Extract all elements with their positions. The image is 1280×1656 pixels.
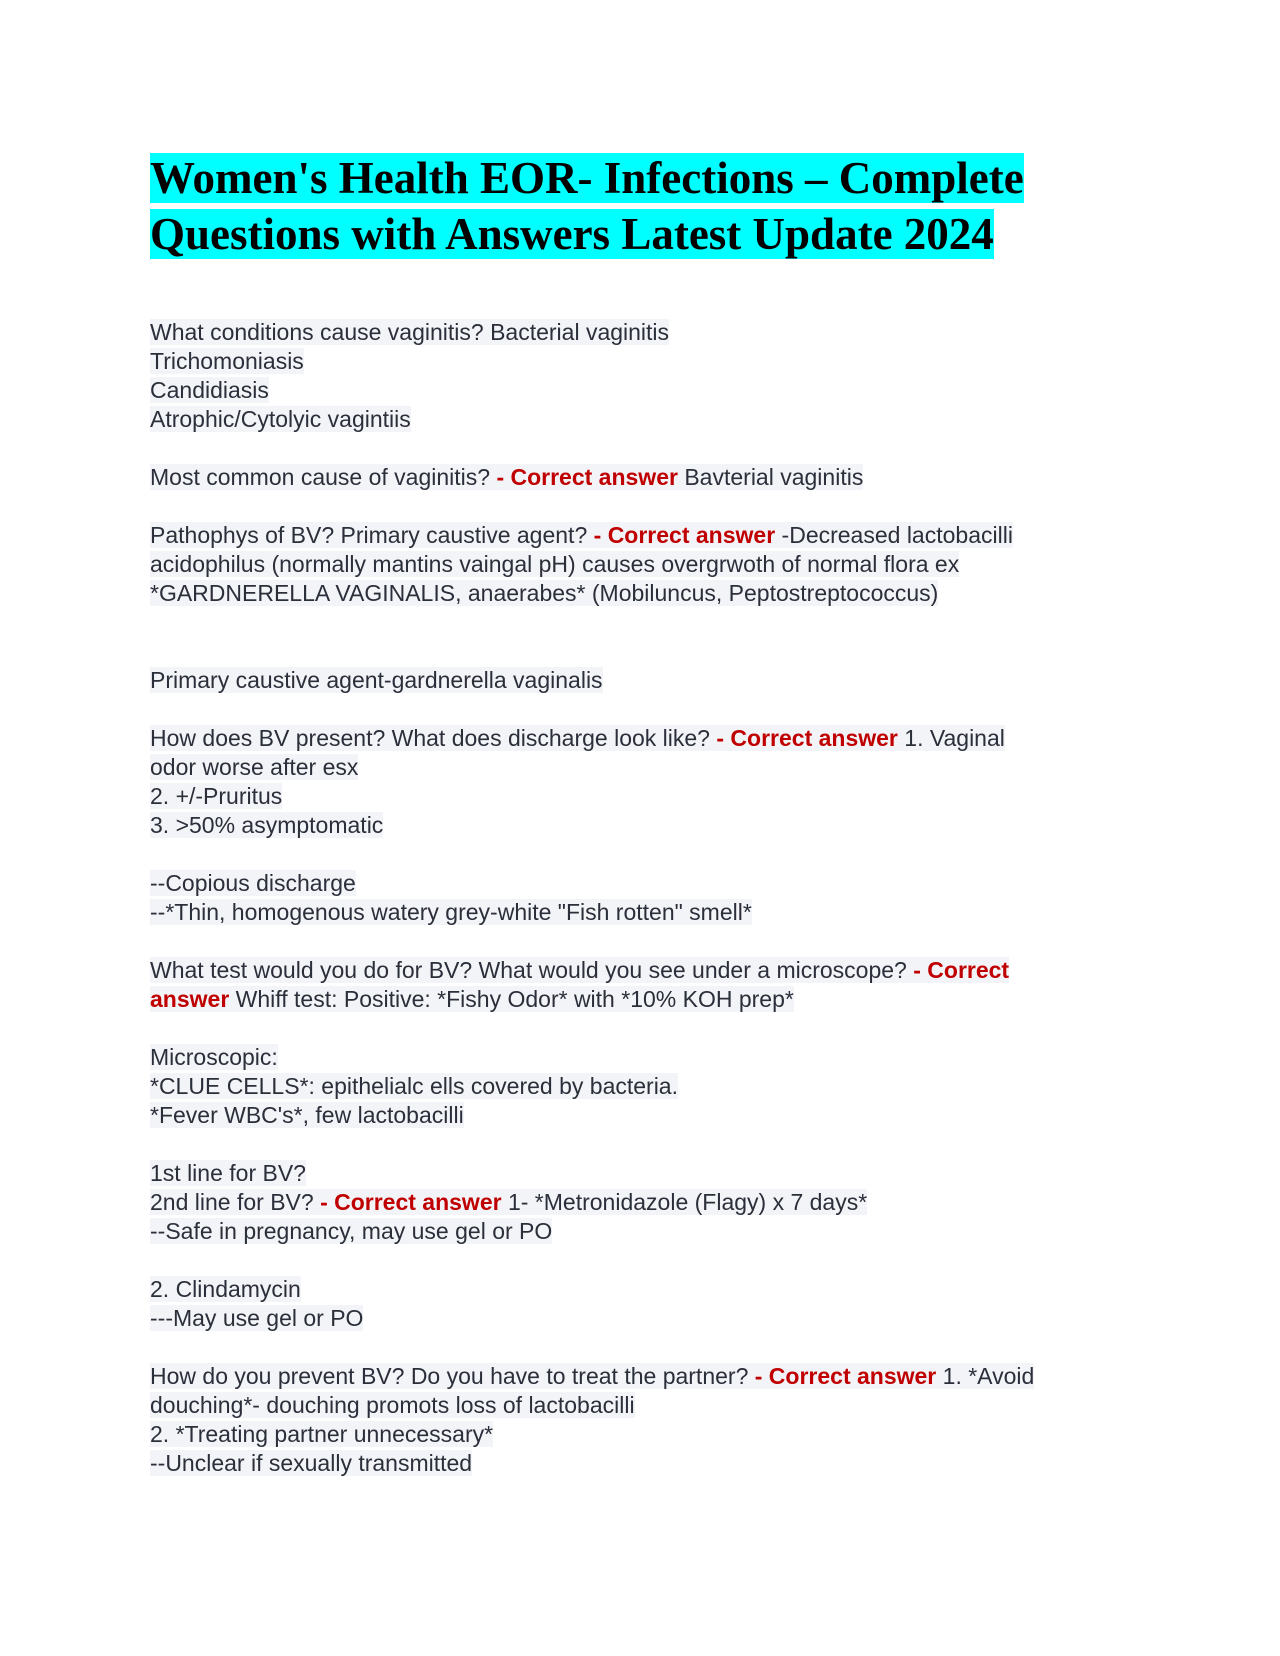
text-line: douching*- douching promots loss of lactobacilli: [150, 1392, 635, 1418]
correct-answer-marker: - Correct answer: [754, 1363, 937, 1389]
document-title: [150, 150, 1130, 262]
text-line: 2. *Treating partner unnecessary*: [150, 1421, 494, 1447]
text-line: What conditions cause vaginitis? Bacterial vaginitis: [150, 319, 670, 345]
qa-block-clindamycin: [150, 1275, 1130, 1333]
text-line: ---May use gel or PO: [150, 1305, 364, 1331]
question-text: Pathophys of BV? Primary caustive agent?: [150, 522, 588, 548]
qa-block-prevention: [150, 1362, 1130, 1478]
text-line: Microscopic:: [150, 1044, 278, 1070]
title-line-2: Questions with Answers Latest Update 2024: [150, 209, 994, 259]
answer-text: 1. Vaginal: [904, 725, 1005, 751]
text-line: *GARDNERELLA VAGINALIS, anaerabes* (Mobiluncus, Peptostreptococcus): [150, 580, 939, 606]
correct-answer-marker: - Correct answer: [593, 522, 776, 548]
text-line: odor worse after esx: [150, 754, 359, 780]
answer-text: Whiff test: Positive: *Fishy Odor* with *10% KOH prep*: [235, 986, 794, 1012]
qa-block-testing: [150, 956, 1130, 1014]
text-line: --Copious discharge: [150, 870, 356, 896]
text-line: *CLUE CELLS*: epithelialc ells covered by bacteria.: [150, 1073, 678, 1099]
text-line: Atrophic/Cytolyic vagintiis: [150, 406, 411, 432]
answer-text: Bavterial vaginitis: [684, 464, 864, 490]
qa-block-vaginitis-causes: [150, 318, 1130, 434]
question-text: How does BV present? What does discharge look like?: [150, 725, 710, 751]
qa-block-pathophys: [150, 521, 1130, 608]
text-line: acidophilus (normally mantins vaingal pH) causes overgrwoth of normal flora ex: [150, 551, 960, 577]
text-line: 2. Clindamycin: [150, 1276, 301, 1302]
text-line: 3. >50% asymptomatic: [150, 812, 384, 838]
document-page: [150, 150, 1130, 1507]
text-line: --Safe in pregnancy, may use gel or PO: [150, 1218, 553, 1244]
title-line-1: Women's Health EOR- Infections – Complete: [150, 153, 1024, 203]
qa-block-presentation: [150, 724, 1130, 840]
question-text: Most common cause of vaginitis?: [150, 464, 491, 490]
text-line: 1st line for BV?: [150, 1160, 306, 1186]
text-line: *Fever WBC's*, few lactobacilli: [150, 1102, 464, 1128]
answer-text: -Decreased lactobacilli: [781, 522, 1013, 548]
text-line: Trichomoniasis: [150, 348, 304, 374]
text-line: 2. +/-Pruritus: [150, 783, 283, 809]
text-line: --*Thin, homogenous watery grey-white "Fish rotten" smell*: [150, 899, 752, 925]
qa-block-primary-agent: [150, 666, 1130, 695]
correct-answer-marker: - Correct answer: [320, 1189, 502, 1215]
text-line: --Unclear if sexually transmitted: [150, 1450, 473, 1476]
text-line: Candidiasis: [150, 377, 269, 403]
qa-block-treatment: [150, 1159, 1130, 1246]
question-text: How do you prevent BV? Do you have to treat the partner?: [150, 1363, 749, 1389]
correct-answer-marker-continued: answer: [150, 986, 230, 1012]
answer-text: 1- *Metronidazole (Flagy) x 7 days*: [507, 1189, 868, 1215]
correct-answer-marker: - Correct answer: [496, 464, 678, 490]
question-text: What test would you do for BV? What would you see under a microscope?: [150, 957, 907, 983]
document-body: [150, 318, 1130, 1478]
qa-block-microscopic: [150, 1043, 1130, 1130]
answer-text: 1. *Avoid: [942, 1363, 1035, 1389]
qa-block-discharge: [150, 869, 1130, 927]
qa-block-most-common-cause: [150, 463, 1130, 492]
correct-answer-marker: - Correct answer: [716, 725, 898, 751]
question-text: 2nd line for BV?: [150, 1189, 314, 1215]
text-line: Primary caustive agent-gardnerella vaginalis: [150, 667, 603, 693]
correct-answer-marker: - Correct: [913, 957, 1010, 983]
